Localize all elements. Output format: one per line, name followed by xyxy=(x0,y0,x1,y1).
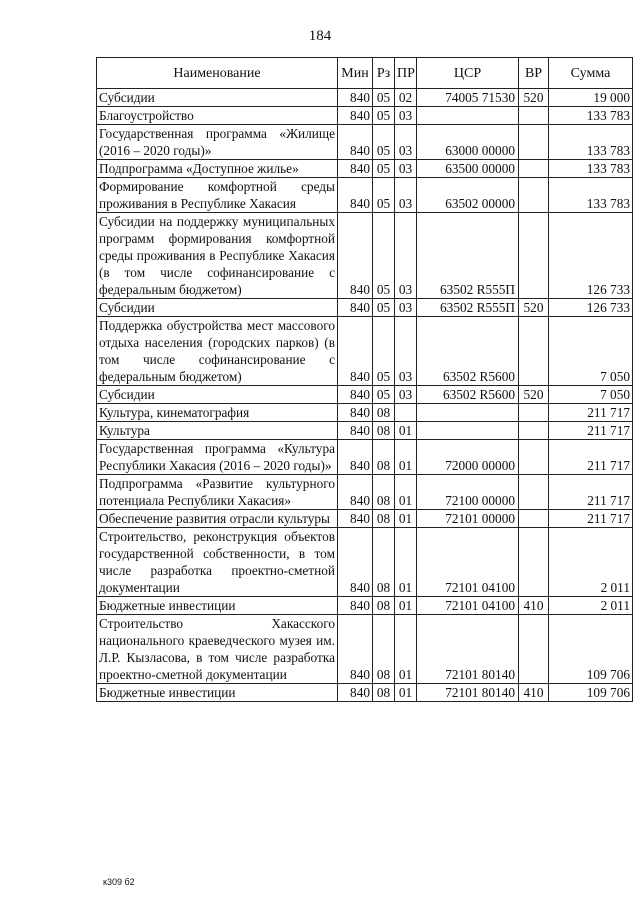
cell-rz: 08 xyxy=(373,440,395,475)
cell-min: 840 xyxy=(338,125,373,160)
cell-csr: 63000 00000 xyxy=(417,125,519,160)
cell-pr: 01 xyxy=(395,528,417,597)
header-pr: ПР xyxy=(395,58,417,89)
cell-vr xyxy=(519,440,549,475)
cell-rz: 08 xyxy=(373,422,395,440)
cell-name: Государственная программа «Жилище (2016 – 2020 годы)» xyxy=(97,125,338,160)
table-row xyxy=(97,160,633,178)
cell-vr xyxy=(519,178,549,213)
cell-name: Субсидии xyxy=(97,299,338,317)
cell-vr: 520 xyxy=(519,299,549,317)
cell-rz: 05 xyxy=(373,125,395,160)
cell-vr xyxy=(519,615,549,684)
cell-name: Формирование комфортной среды проживания в Республике Хакасия xyxy=(97,178,338,213)
cell-sum: 109 706 xyxy=(549,684,633,702)
cell-pr: 01 xyxy=(395,475,417,510)
header-vr: ВР xyxy=(519,58,549,89)
cell-sum: 19 000 xyxy=(549,89,633,107)
table-row xyxy=(97,475,633,510)
table-row xyxy=(97,125,633,160)
cell-csr: 63502 R555П xyxy=(417,299,519,317)
table-row xyxy=(97,404,633,422)
cell-name: Субсидии xyxy=(97,386,338,404)
table-row xyxy=(97,89,633,107)
cell-min: 840 xyxy=(338,597,373,615)
cell-pr xyxy=(395,404,417,422)
cell-csr: 72101 80140 xyxy=(417,615,519,684)
table-row xyxy=(97,684,633,702)
cell-min: 840 xyxy=(338,510,373,528)
cell-pr: 03 xyxy=(395,386,417,404)
table-row xyxy=(97,422,633,440)
cell-sum: 7 050 xyxy=(549,317,633,386)
cell-pr: 01 xyxy=(395,597,417,615)
cell-name: Обеспечение развития отрасли культуры xyxy=(97,510,338,528)
cell-name: Субсидии на поддержку муниципальных программ формирования комфортной среды проживания в Республике Хакасия (в том числе софинансирование с федеральным бюджетом) xyxy=(97,213,338,299)
table-row xyxy=(97,386,633,404)
cell-name: Культура xyxy=(97,422,338,440)
table-row xyxy=(97,299,633,317)
cell-sum: 211 717 xyxy=(549,475,633,510)
cell-name: Бюджетные инвестиции xyxy=(97,684,338,702)
cell-sum: 2 011 xyxy=(549,597,633,615)
table-header-row xyxy=(97,58,633,89)
cell-sum: 133 783 xyxy=(549,125,633,160)
cell-csr: 72101 04100 xyxy=(417,528,519,597)
cell-pr: 03 xyxy=(395,213,417,299)
header-rz: Рз xyxy=(373,58,395,89)
cell-min: 840 xyxy=(338,178,373,213)
page-number: 184 xyxy=(308,28,332,44)
cell-min: 840 xyxy=(338,615,373,684)
cell-sum: 109 706 xyxy=(549,615,633,684)
cell-min: 840 xyxy=(338,440,373,475)
cell-min: 840 xyxy=(338,213,373,299)
cell-name: Субсидии xyxy=(97,89,338,107)
cell-pr: 01 xyxy=(395,510,417,528)
cell-rz: 05 xyxy=(373,107,395,125)
cell-sum: 126 733 xyxy=(549,213,633,299)
cell-vr: 520 xyxy=(519,386,549,404)
cell-min: 840 xyxy=(338,475,373,510)
cell-name: Поддержка обустройства мест массового отдыха населения (городских парков) (в том числе софинансирование с федеральным бюджетом) xyxy=(97,317,338,386)
cell-sum: 133 783 xyxy=(549,160,633,178)
cell-pr: 03 xyxy=(395,299,417,317)
cell-rz: 08 xyxy=(373,510,395,528)
cell-csr: 63502 00000 xyxy=(417,178,519,213)
cell-name: Культура, кинематография xyxy=(97,404,338,422)
cell-pr: 03 xyxy=(395,160,417,178)
cell-rz: 08 xyxy=(373,475,395,510)
budget-table xyxy=(96,57,633,702)
cell-sum: 211 717 xyxy=(549,404,633,422)
header-name: Наименование xyxy=(97,58,338,89)
cell-name: Строительство Хакасского национального краеведческого музея им. Л.Р. Кызласова, в том числе разработка проектно-сметной документации xyxy=(97,615,338,684)
table-row xyxy=(97,510,633,528)
cell-pr: 01 xyxy=(395,615,417,684)
cell-vr: 410 xyxy=(519,684,549,702)
cell-csr: 72100 00000 xyxy=(417,475,519,510)
cell-csr: 63502 R5600 xyxy=(417,386,519,404)
cell-name: Бюджетные инвестиции xyxy=(97,597,338,615)
cell-pr: 03 xyxy=(395,317,417,386)
cell-csr: 72101 80140 xyxy=(417,684,519,702)
cell-csr: 74005 71530 xyxy=(417,89,519,107)
cell-min: 840 xyxy=(338,299,373,317)
cell-vr xyxy=(519,125,549,160)
cell-rz: 08 xyxy=(373,615,395,684)
cell-rz: 08 xyxy=(373,597,395,615)
cell-vr xyxy=(519,160,549,178)
cell-vr: 520 xyxy=(519,89,549,107)
cell-sum: 2 011 xyxy=(549,528,633,597)
table-row xyxy=(97,213,633,299)
cell-vr xyxy=(519,107,549,125)
header-min: Мин xyxy=(338,58,373,89)
table-row xyxy=(97,317,633,386)
cell-sum: 133 783 xyxy=(549,178,633,213)
cell-pr: 03 xyxy=(395,125,417,160)
cell-rz: 05 xyxy=(373,317,395,386)
cell-rz: 08 xyxy=(373,404,395,422)
cell-name: Строительство, реконструкция объектов государственной собственности, в том числе разработка проектно-сметной документации xyxy=(97,528,338,597)
cell-csr xyxy=(417,107,519,125)
cell-pr: 01 xyxy=(395,440,417,475)
table-row xyxy=(97,528,633,597)
cell-sum: 211 717 xyxy=(549,510,633,528)
cell-min: 840 xyxy=(338,107,373,125)
cell-sum: 211 717 xyxy=(549,422,633,440)
cell-csr xyxy=(417,422,519,440)
table-row xyxy=(97,107,633,125)
table-row xyxy=(97,440,633,475)
table-row xyxy=(97,178,633,213)
cell-vr xyxy=(519,404,549,422)
cell-rz: 05 xyxy=(373,299,395,317)
cell-csr xyxy=(417,404,519,422)
cell-min: 840 xyxy=(338,404,373,422)
cell-vr xyxy=(519,528,549,597)
cell-vr xyxy=(519,475,549,510)
cell-csr: 72101 00000 xyxy=(417,510,519,528)
cell-vr xyxy=(519,213,549,299)
header-sum: Сумма xyxy=(549,58,633,89)
cell-rz: 08 xyxy=(373,528,395,597)
cell-vr: 410 xyxy=(519,597,549,615)
cell-min: 840 xyxy=(338,386,373,404)
cell-min: 840 xyxy=(338,528,373,597)
cell-sum: 7 050 xyxy=(549,386,633,404)
cell-sum: 126 733 xyxy=(549,299,633,317)
cell-pr: 02 xyxy=(395,89,417,107)
cell-rz: 05 xyxy=(373,178,395,213)
cell-vr xyxy=(519,510,549,528)
cell-rz: 05 xyxy=(373,160,395,178)
cell-csr: 63500 00000 xyxy=(417,160,519,178)
cell-name: Благоустройство xyxy=(97,107,338,125)
cell-min: 840 xyxy=(338,317,373,386)
cell-pr: 03 xyxy=(395,107,417,125)
cell-rz: 05 xyxy=(373,89,395,107)
cell-min: 840 xyxy=(338,422,373,440)
cell-sum: 133 783 xyxy=(549,107,633,125)
cell-rz: 05 xyxy=(373,213,395,299)
cell-name: Подпрограмма «Развитие культурного потенциала Республики Хакасия» xyxy=(97,475,338,510)
cell-min: 840 xyxy=(338,160,373,178)
cell-name: Подпрограмма «Доступное жилье» xyxy=(97,160,338,178)
cell-csr: 63502 R555П xyxy=(417,213,519,299)
header-csr: ЦСР xyxy=(417,58,519,89)
cell-csr: 72101 04100 xyxy=(417,597,519,615)
cell-vr xyxy=(519,422,549,440)
cell-min: 840 xyxy=(338,684,373,702)
footer-code: к309 б2 xyxy=(103,877,135,887)
cell-csr: 72000 00000 xyxy=(417,440,519,475)
table-row xyxy=(97,597,633,615)
cell-sum: 211 717 xyxy=(549,440,633,475)
cell-min: 840 xyxy=(338,89,373,107)
cell-rz: 08 xyxy=(373,684,395,702)
cell-vr xyxy=(519,317,549,386)
cell-rz: 05 xyxy=(373,386,395,404)
cell-pr: 01 xyxy=(395,422,417,440)
table-row xyxy=(97,615,633,684)
cell-pr: 01 xyxy=(395,684,417,702)
cell-name: Государственная программа «Культура Республики Хакасия (2016 – 2020 годы)» xyxy=(97,440,338,475)
cell-pr: 03 xyxy=(395,178,417,213)
cell-csr: 63502 R5600 xyxy=(417,317,519,386)
